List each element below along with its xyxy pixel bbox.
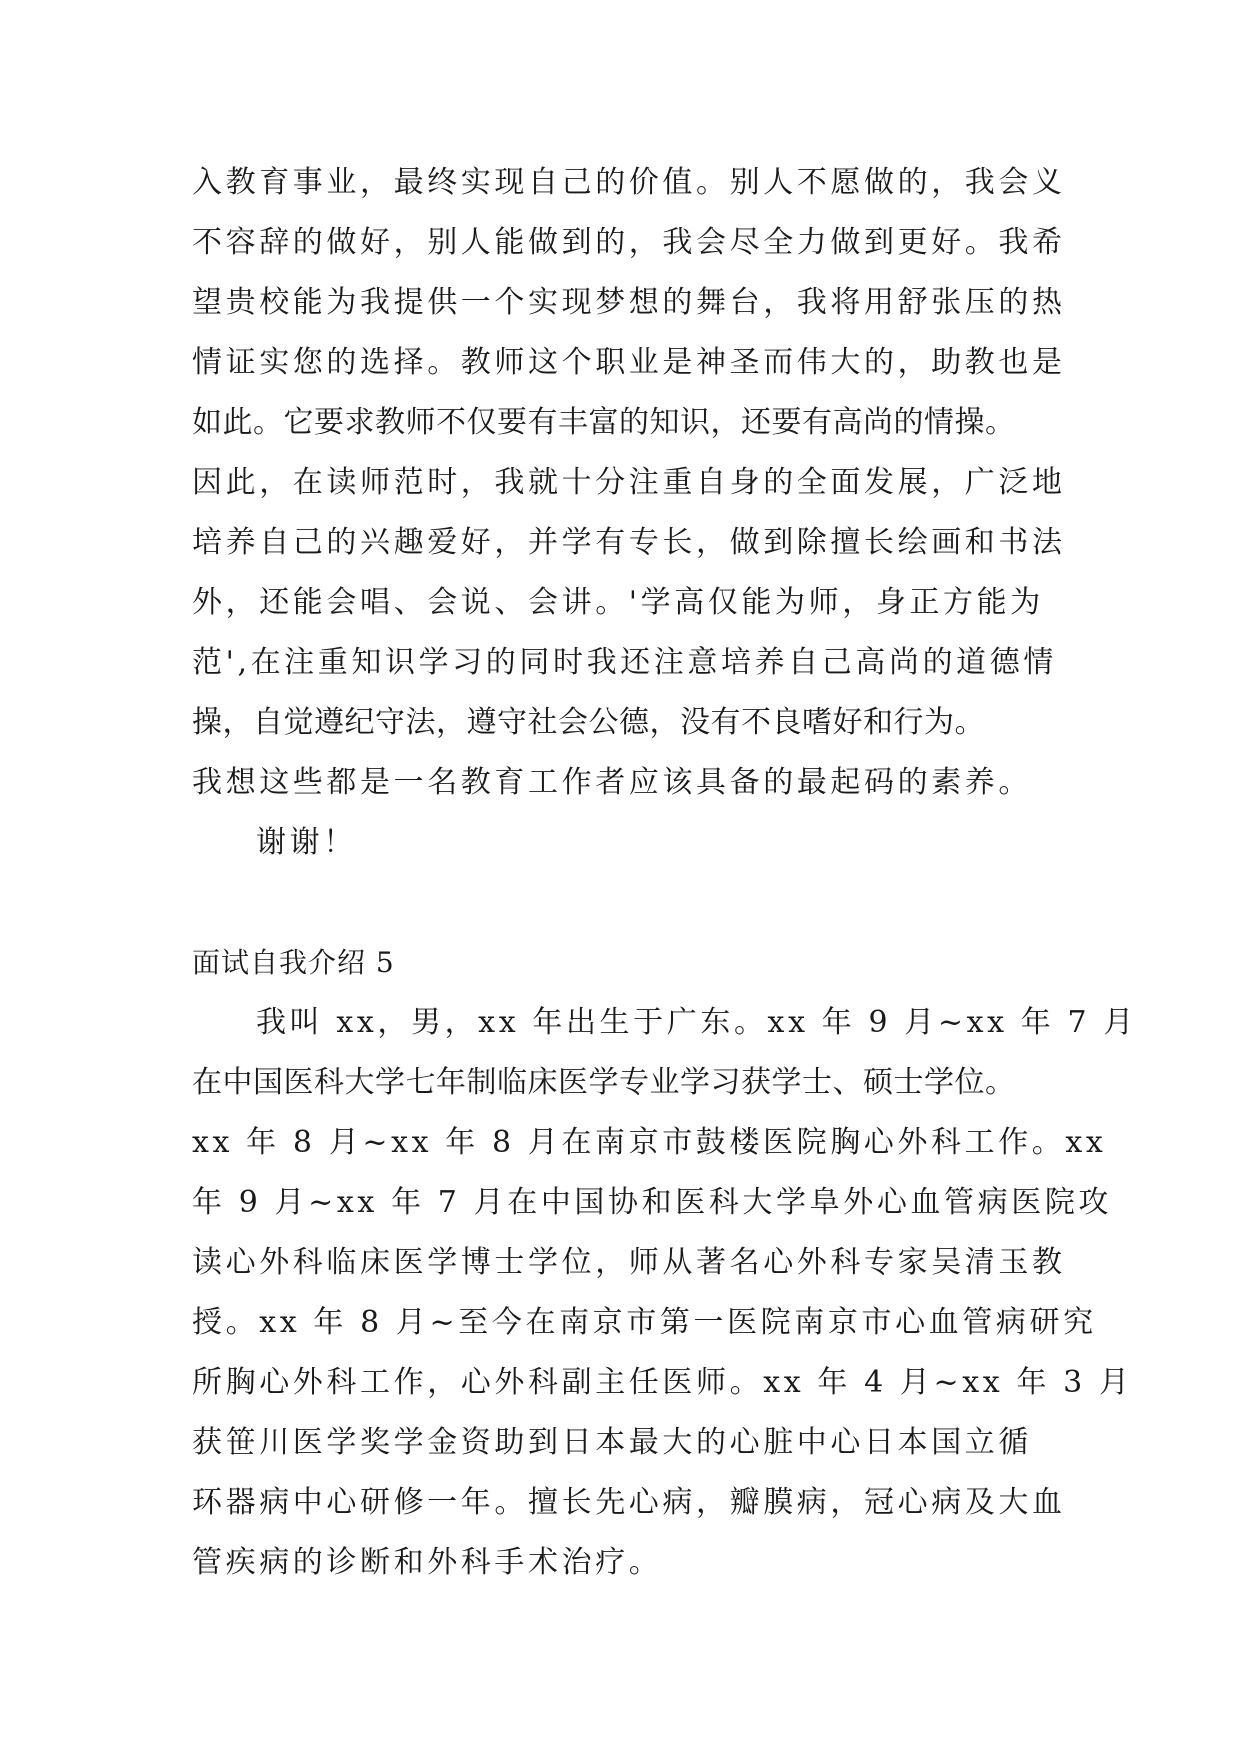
closing-thanks: 谢谢！ [256,825,357,860]
paragraph-line: 年 9 月~xx 年 7 月在中国协和医科大学阜外心血管病医院攻 [192,1185,1113,1220]
paragraph-line: 获笹川医学奖学金资助到日本最大的心脏中心日本国立循 [192,1425,1032,1460]
section-heading: 面试自我介绍 5 [192,946,395,979]
paragraph-line: 授。xx 年 8 月~至今在南京市第一医院南京市心血管病研究 [192,1305,1097,1340]
paragraph-line: 所胸心外科工作，心外科副主任医师。xx 年 4 月~xx 年 3 月 [192,1365,1133,1400]
paragraph-line: 范',在注重知识学习的同时我还注意培养自己高尚的道德情 [192,645,1057,680]
paragraph-line: 因此，在读师范时，我就十分注重自身的全面发展，广泛地 [192,465,1066,500]
paragraph-line: 管疾病的诊断和外科手术治疗。 [192,1545,663,1580]
paragraph-line: 望贵校能为我提供一个实现梦想的舞台，我将用舒张压的热 [192,285,1066,320]
paragraph-line: 外，还能会唱、会说、会讲。'学高仅能为师，身正方能为 [192,585,1044,620]
paragraph-line: 如此。它要求教师不仅要有丰富的知识，还要有高尚的情操。 [192,405,1016,440]
paragraph-line: 读心外科临床医学博士学位，师从著名心外科专家吴清玉教 [192,1245,1066,1280]
paragraph-line: 不容辞的做好，别人能做到的，我会尽全力做到更好。我希 [192,225,1066,260]
paragraph-line: 环器病中心研修一年。擅长先心病，瓣膜病，冠心病及大血 [192,1485,1066,1520]
paragraph-line: 在中国医科大学七年制临床医学专业学习获学士、硕士学位。 [192,1065,1016,1100]
paragraph-line: 情证实您的选择。教师这个职业是神圣而伟大的，助教也是 [192,345,1066,380]
paragraph-line: 操，自觉遵纪守法，遵守社会公德，没有不良嗜好和行为。 [192,705,985,740]
paragraph-line: 我想这些都是一名教育工作者应该具备的最起码的素养。 [192,765,1032,800]
paragraph-line: 入教育事业，最终实现自己的价值。别人不愿做的，我会义 [192,165,1066,200]
paragraph-line: 培养自己的兴趣爱好，并学有专长，做到除擅长绘画和书法 [192,525,1066,560]
paragraph-line: xx 年 8 月~xx 年 8 月在南京市鼓楼医院胸心外科工作。xx [192,1125,1107,1160]
paragraph-line: 我叫 xx，男，xx 年出生于广东。xx 年 9 月~xx 年 7 月 [256,1005,1137,1040]
